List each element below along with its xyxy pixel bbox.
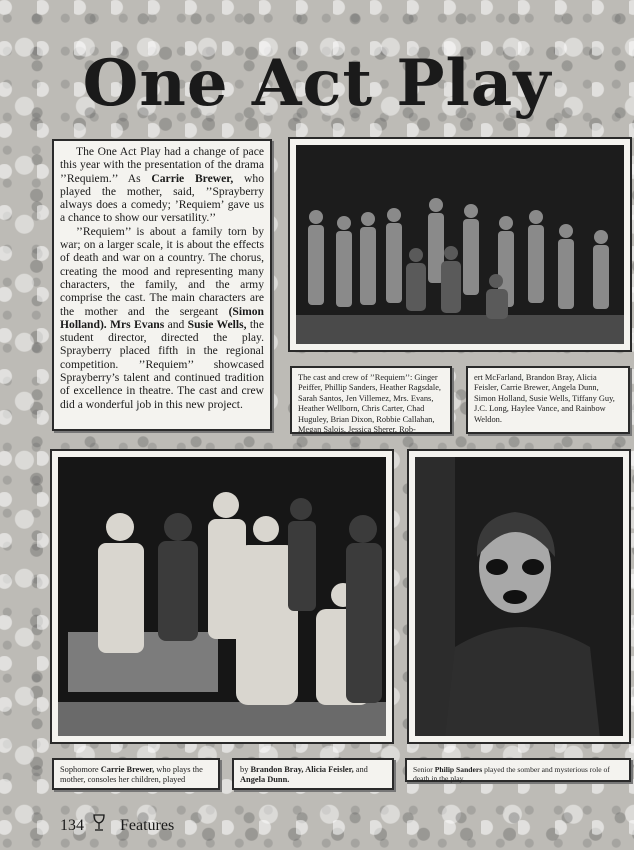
intro-text-box	[52, 139, 272, 431]
intro-paragraph-1	[60, 145, 264, 225]
caption-name: Brandon Bray, Alicia Feisler,	[250, 765, 354, 774]
intro-name: Carrie Brewer,	[151, 171, 234, 185]
stage-photo-frame	[50, 449, 394, 744]
intro-name: (Simon Holland). Mrs Evans	[60, 304, 264, 331]
caption-text: Senior	[413, 765, 435, 774]
caption-text: played the somber and mysterious role of death in the play.	[413, 765, 610, 783]
caption-name: Angela Dunn.	[240, 775, 290, 785]
caption-senior	[405, 758, 631, 782]
page-footer	[60, 814, 174, 835]
caption-stage-2	[232, 758, 394, 790]
caption-cast-1: The cast and crew of ’’Requiem’’: Ginger Peiffer, Phillip Sanders, Heather Ragsdale, Sarah Santos, Jen Villemez, Mrs. Evans, Heather Wellborn, Chris Carter, Chad Huguley, Brian Dixon, Robbie Callahan, Megan Salois, Jessica Sherer, Rob-	[290, 366, 452, 434]
trophy-icon	[92, 814, 106, 832]
death-portrait-frame	[407, 449, 631, 744]
intro-text: and	[164, 317, 188, 331]
stage-scene-silhouettes	[58, 457, 386, 736]
caption-stage-1	[52, 758, 220, 790]
intro-text: The One Act Play had a change of pace this year with the presentation of the drama ’’Requiem.’’ As	[60, 145, 264, 185]
caption-text: and	[353, 765, 368, 774]
cast-photo-frame	[288, 137, 632, 352]
caption-name: Carrie Brewer,	[100, 765, 155, 774]
intro-name: Susie Wells,	[187, 317, 247, 331]
cast-group-photo	[296, 145, 624, 344]
caption-text: who plays the mother, consoles her children, played	[60, 765, 203, 785]
caption-cast-2: ert McFarland, Brandon Bray, Alicia Feisler, Carrie Brewer, Angela Dunn, Simon Holland, Susie Wells, Tiffany Guy, J.C. Long, Haylee Vance, and Rainbow Weldon.	[466, 366, 630, 434]
intro-text: the student director, directed the play. Sprayberry placed fifth in the regional competition. ’’Requiem’’ showcased Sprayberry’s talent and continued tradition of excellence in theatre. The cast and crew did a wonderful job in this new project.	[60, 317, 264, 411]
stage-scene-photo	[58, 457, 386, 736]
intro-text: ’’Requiem’’ is about a family torn by war; on a larger scale, it is about the effects of death and war on a country. The chorus, creating the mood and representing many characters, the family, and the army comprise the cast. The main characters are the mother and the sergeant	[60, 224, 264, 318]
caption-name: Philip Sanders	[434, 765, 483, 774]
intro-paragraph-2	[60, 225, 264, 411]
section-label: Features	[120, 817, 175, 834]
page-title: One Act Play	[82, 46, 552, 121]
caption-text: by	[240, 765, 251, 774]
caption-text: Sophomore	[60, 765, 101, 774]
cast-group-silhouettes	[296, 145, 624, 344]
death-portrait-photo	[415, 457, 623, 736]
intro-text: who played the mother, said, ’’Sprayberry always does a comedy; ’Requiem’ gave us a chance to show our versatility.’’	[60, 171, 264, 225]
page-number: 134	[60, 817, 84, 834]
death-portrait-figure	[415, 457, 623, 736]
